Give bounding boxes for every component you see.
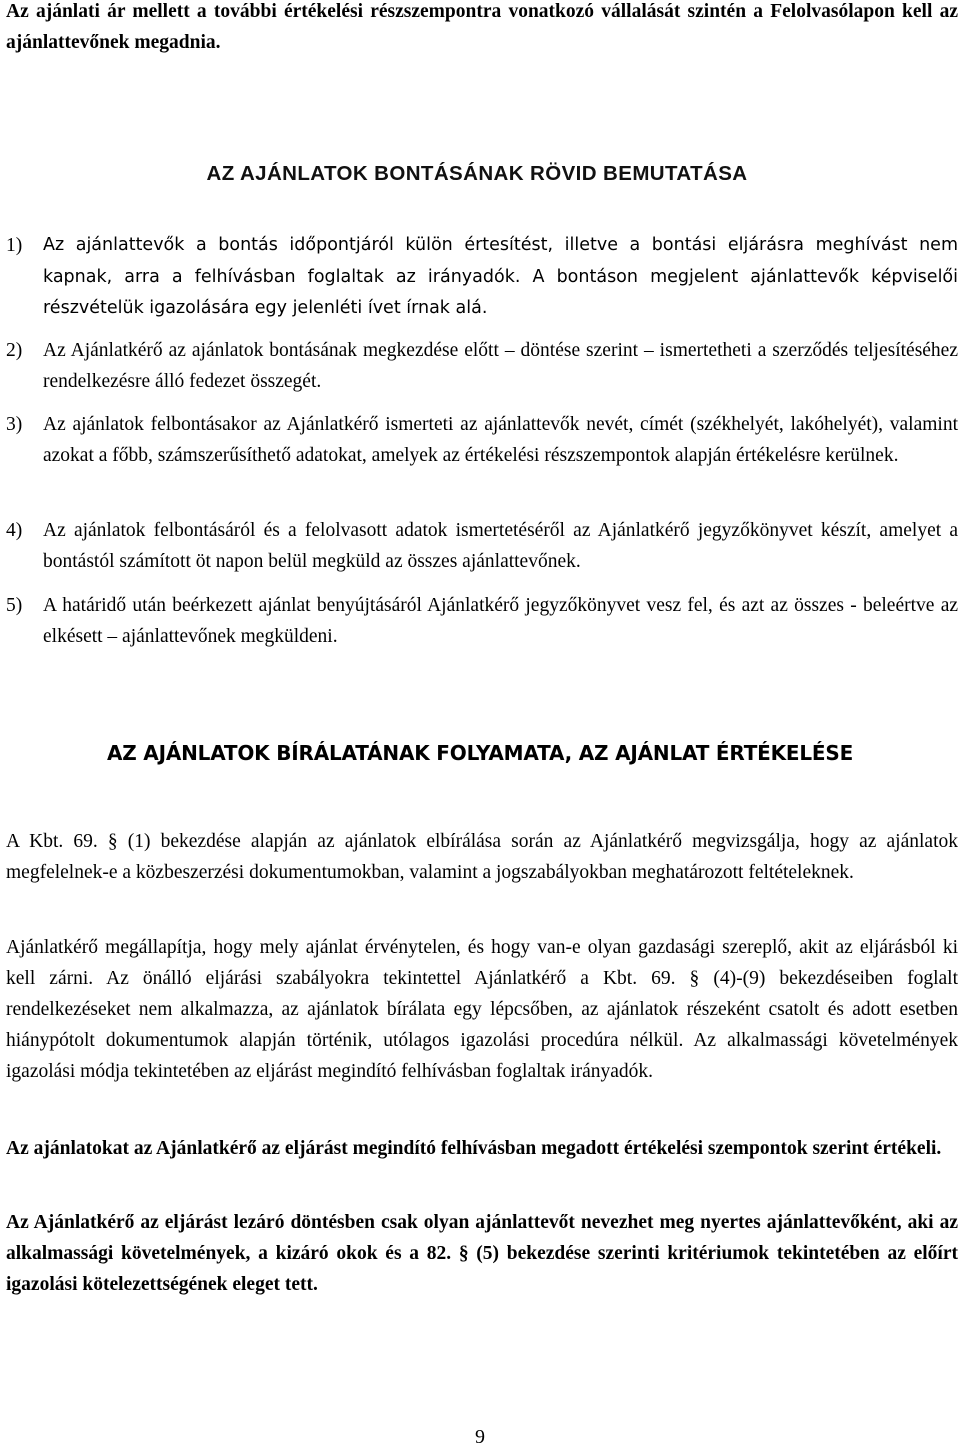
- list-item: [6, 230, 958, 325]
- list-item-text: Az ajánlatok felbontásakor az Ajánlatkérő ismerteti az ajánlattevők nevét, címét (székhelyét, lakóhelyét), valamint azokat a főbb, számszerűsíthető adatokat, amelyek az értékelési részszempontok alapján értékelésre kerülnek.: [43, 414, 958, 466]
- list-item-text-part: A bontáson megjelent ajánlattevők képviselői részvételük igazolására egy jelenléti ívet írnak alá.: [43, 266, 959, 318]
- body-paragraph: Az Ajánlatkérő az eljárást lezáró döntésben csak olyan ajánlattevőt nevezhet meg nyertes ajánlattevőként, aki az alkalmassági követelmények, a kizáró okok és a 82. § (5) bekezdése szerinti kritériumok tekintetében az előírt igazolási kötelezettségének eleget tett.: [6, 1212, 958, 1295]
- body-paragraph: Az ajánlatokat az Ajánlatkérő az eljárást megindító felhívásban megadott értékelési szempontok szerint értékeli.: [6, 1138, 942, 1159]
- section-heading-biralat: AZ AJÁNLATOK BÍRÁLATÁNAK FOLYAMATA, AZ AJÁNLAT ÉRTÉKELÉSE: [106, 741, 854, 765]
- list-item-text-part: Az ajánlattevők a bontás időpontjáról külön értesítést, illetve a bontási eljárásra meghívást nem kapnak, arra a felhívásban foglaltak az irányadók.: [43, 235, 958, 287]
- list-item: [6, 590, 958, 652]
- list-item: [6, 409, 958, 471]
- intro-paragraph: Az ajánlati ár mellett a további értékelési részszempontra vonatkozó vállalását szintén a Felolvasólapon kell az ajánlattevőnek megadnia.: [6, 1, 958, 53]
- list-item-text: Az ajánlatok felbontásáról és a felolvasott adatok ismertetéséről az Ajánlatkérő jegyzőkönyvet készít, amelyet a bontástól számított öt napon belül megküld az összes ajánlattevőnek.: [43, 520, 958, 572]
- list-item: [6, 515, 958, 577]
- list-item-number: 5): [6, 595, 23, 616]
- page-number: 9: [475, 1426, 485, 1448]
- list-item-text: Az Ajánlatkérő az ajánlatok bontásának megkezdése előtt – döntése szerint – ismertetheti a szerződés teljesítéséhez rendelkezésre álló fedezet összegét.: [43, 340, 958, 392]
- list-item: [6, 335, 958, 397]
- list-item-number: 1): [6, 235, 23, 256]
- list-item-text: A határidő után beérkezett ajánlat benyújtásáról Ajánlatkérő jegyzőkönyvet vesz fel, és azt az összes - beleértve az elkésett – ajánlattevőnek megküldeni.: [43, 595, 958, 647]
- list-item-number: 2): [6, 340, 23, 361]
- list-item-number: 3): [6, 414, 23, 435]
- body-paragraph: Ajánlatkérő megállapítja, hogy mely ajánlat érvénytelen, és hogy van-e olyan gazdasági szereplő, akit az eljárásból ki kell zárni. Az önálló eljárási szabályokra tekintettel Ajánlatkérő a Kbt. 69. § (4)-(9) bekezdéseiben foglalt rendelkezéseket nem alkalmazza, az ajánlatok bírálata egy lépcsőben, az ajánlatok részeként csatolt és adott esetben hiánypótolt dokumentumok alapján történik, utólagos igazolási procedúra nélkül. Az alkalmassági követelmények igazolási módja tekintetében az eljárást megindító felhívásban foglaltak irányadók.: [6, 937, 958, 1082]
- section-heading-bontas: AZ AJÁNLATOK BONTÁSÁNAK RÖVID BEMUTATÁSA: [206, 162, 748, 185]
- list-item-number: 4): [6, 520, 23, 541]
- list-item-text: [43, 230, 958, 325]
- body-paragraph: A Kbt. 69. § (1) bekezdése alapján az ajánlatok elbírálása során az Ajánlatkérő megvizsgálja, hogy az ajánlatok megfelelnek-e a közbeszerzési dokumentumokban, valamint a jogszabályokban meghatározott feltételeknek.: [6, 831, 958, 883]
